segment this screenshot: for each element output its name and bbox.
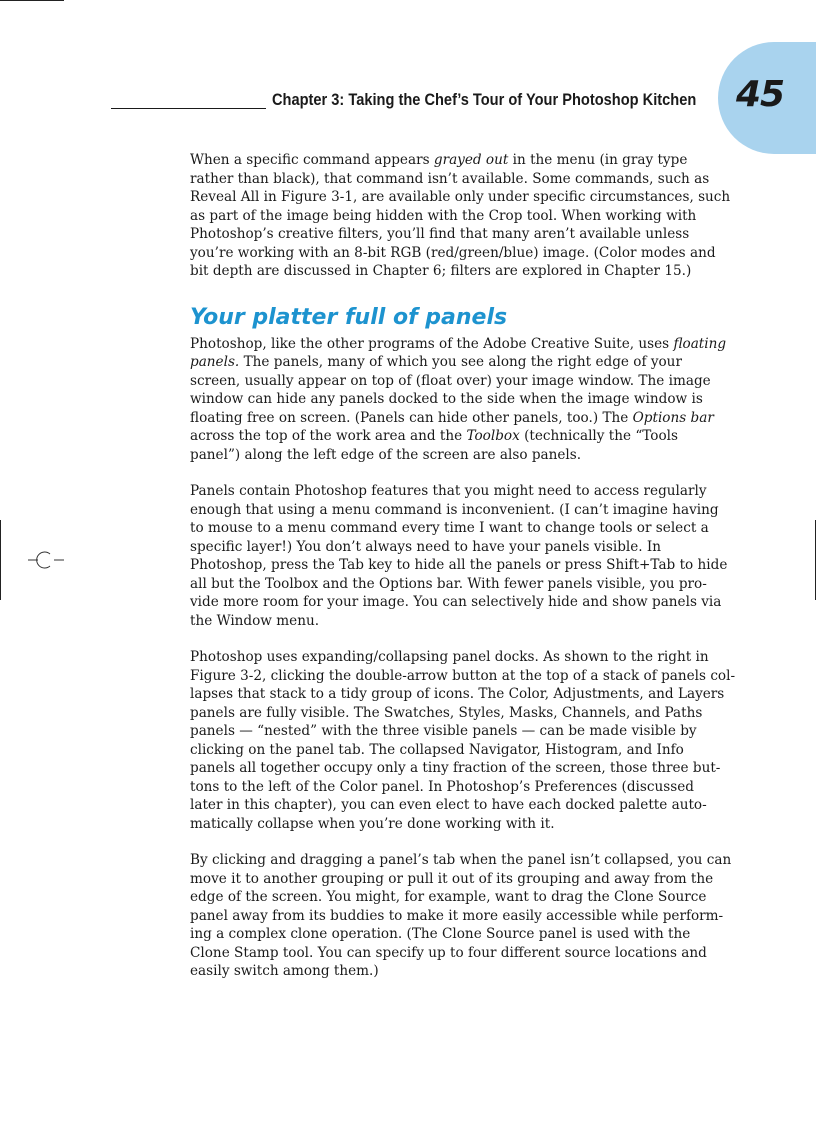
text-line: Photoshop, press the Tab key to hide all the panels or press Shift+Tab to hide <box>190 557 728 573</box>
paragraph <box>190 851 732 981</box>
emphasis-text: grayed out <box>433 152 509 168</box>
text-line: window can hide any panels docked to the side when the image window is <box>190 391 703 407</box>
emphasis-text: Toolbox <box>466 428 520 444</box>
text-line: Figure 3-2, clicking the double-arrow button at the top of a stack of panels col- <box>190 667 736 684</box>
text-line: panels all together occupy only a tiny fraction of the screen, those three but- <box>190 760 721 776</box>
text-line: Panels contain Photoshop features that you might need to access regularly <box>190 483 707 499</box>
running-header-title: Chapter 3: Taking the Chef’s Tour of Your Photoshop Kitchen <box>272 90 697 109</box>
text-line: Photoshop’s creative filters, you’ll find that many aren’t available unless <box>190 226 690 242</box>
crop-mark-top <box>0 0 64 1</box>
text-line: panels — “nested” with the three visible panels — can be made visible by <box>190 723 697 739</box>
text-line: Clone Stamp tool. You can specify up to four different source locations and <box>190 944 707 961</box>
text-line: matically collapse when you’re done working with it. <box>190 815 555 832</box>
text-line: easily switch among them.) <box>190 963 379 979</box>
text-line: edge of the screen. You might, for example, want to drag the Clone Source <box>190 889 707 905</box>
text-line: floating free on screen. (Panels can hide other panels, too.) The Options bar <box>190 409 714 426</box>
text-line: panels. The panels, many of which you see along the right edge of your <box>190 354 682 370</box>
header-rule <box>111 108 266 109</box>
paragraph <box>190 335 727 465</box>
text-line: vide more room for your image. You can selectively hide and show panels via <box>190 594 722 610</box>
text-line: across the top of the work area and the Toolbox (technically the “Tools <box>190 428 679 444</box>
text-line: panel”) along the left edge of the screen are also panels. <box>190 446 582 463</box>
paragraph <box>190 151 731 281</box>
text-line: panel away from its buddies to make it more easily accessible while perform- <box>190 907 724 924</box>
text-line: panels are fully visible. The Swatches, Styles, Masks, Channels, and Paths <box>190 704 703 721</box>
emphasis-text: panels. <box>190 354 240 370</box>
section-heading: Your platter full of panels <box>190 304 508 330</box>
crop-mark-left <box>0 520 1 600</box>
text-line: bit depth are discussed in Chapter 6; filters are explored in Chapter 15.) <box>190 263 692 279</box>
text-line: When a specific command appears grayed out in the menu (in gray type <box>190 152 688 168</box>
text-line: specific layer!) You don’t always need to have your panels visible. In <box>190 538 662 555</box>
text-line: Reveal All in Figure 3-1, are available only under specific circumstances, such <box>190 189 731 205</box>
text-line: move it to another grouping or pull it out of its grouping and away from the <box>190 870 714 887</box>
text-line: all but the Toolbox and the Options bar. With fewer panels visible, you pro- <box>190 575 707 592</box>
text-line: as part of the image being hidden with the Crop tool. When working with <box>190 207 697 224</box>
body-content <box>190 151 736 999</box>
paragraph <box>190 648 736 833</box>
text-line: Photoshop, like the other programs of the Adobe Creative Suite, uses floating <box>190 335 727 352</box>
text-line: By clicking and dragging a panel’s tab when the panel isn’t collapsed, you can <box>190 852 732 868</box>
paragraph <box>190 482 728 630</box>
text-line: screen, usually appear on top of (float over) your image window. The image <box>190 372 711 389</box>
text-line: ing a complex clone operation. (The Clone Source panel is used with the <box>190 926 691 942</box>
text-line: Photoshop uses expanding/collapsing panel docks. As shown to the right in <box>190 649 709 665</box>
page-number: 45 <box>736 74 785 115</box>
text-line: clicking on the panel tab. The collapsed Navigator, Histogram, and Info <box>190 741 684 758</box>
text-line: enough that using a menu command is inconvenient. (I can’t imagine having <box>190 501 719 518</box>
text-line: to mouse to a menu command every time I want to change tools or select a <box>190 520 709 536</box>
text-line: tons to the left of the Color panel. In Photoshop’s Preferences (discussed <box>190 778 694 795</box>
registration-mark-icon <box>24 548 64 572</box>
emphasis-text: Options bar <box>632 409 714 426</box>
emphasis-text: floating <box>673 335 727 352</box>
text-line: lapses that stack to a tidy group of icons. The Color, Adjustments, and Layers <box>190 686 725 702</box>
text-line: rather than black), that command isn’t available. Some commands, such as <box>190 170 710 187</box>
text-line: the Window menu. <box>190 612 320 629</box>
text-line: later in this chapter), you can even elect to have each docked palette auto- <box>190 797 707 813</box>
text-line: you’re working with an 8-bit RGB (red/green/blue) image. (Color modes and <box>190 244 716 261</box>
